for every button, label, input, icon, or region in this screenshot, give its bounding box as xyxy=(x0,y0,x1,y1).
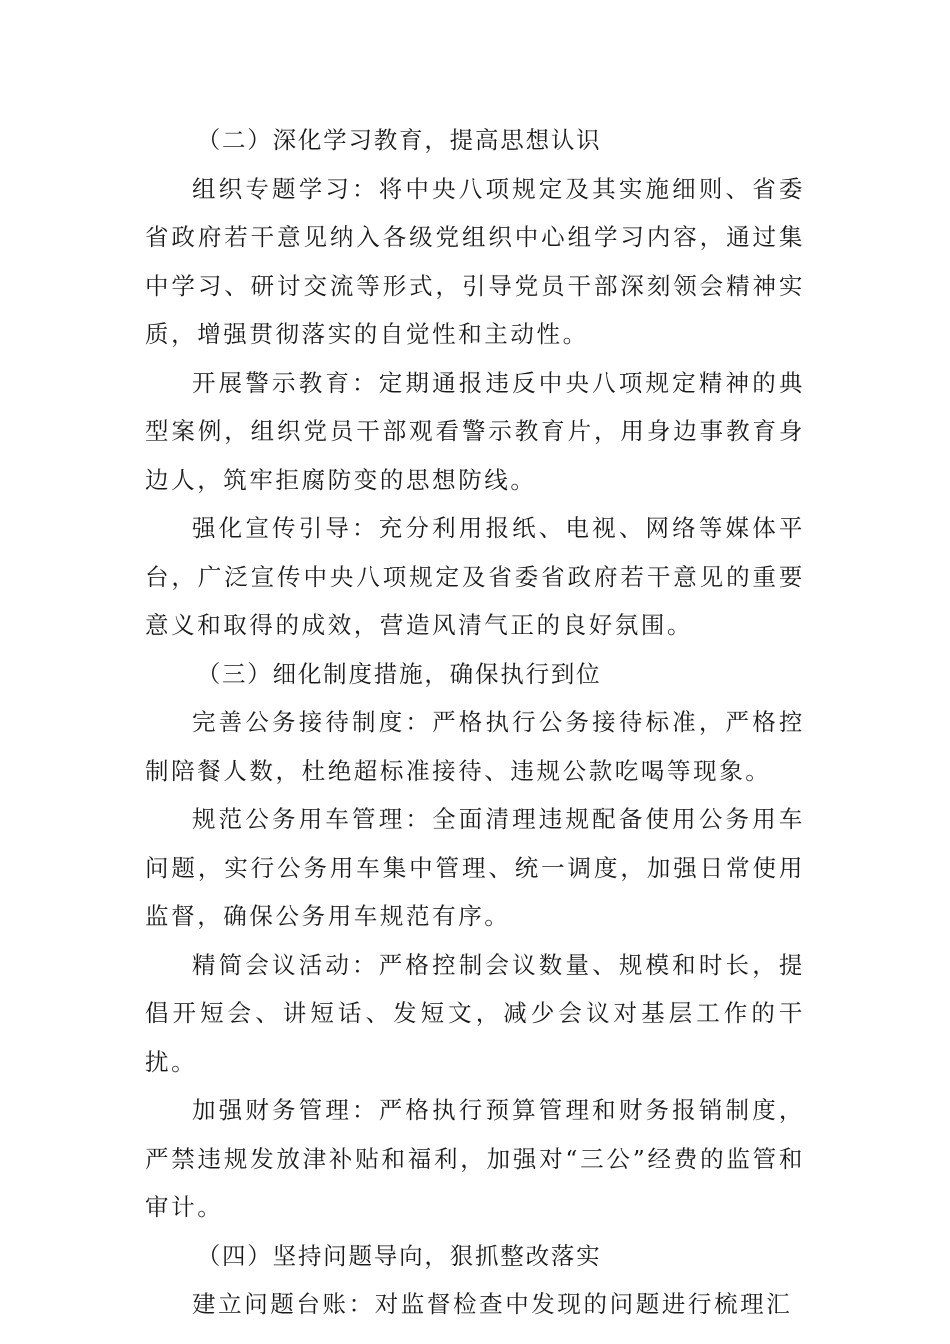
paragraph-problem-ledger: 建立问题台账：对监督检查中发现的问题进行梳理汇 xyxy=(192,1290,793,1318)
paragraph-reception: 完善公务接待制度：严格执行公务接待标准，严格控制陪餐人数，杜绝超标准接待、违规公款吃喝等现象。 xyxy=(145,708,805,785)
paragraph-meetings: 精简会议活动：严格控制会议数量、规模和时长，提倡开短会、讲短话、发短文，减少会议对基层工作的干扰。 xyxy=(145,950,805,1076)
paragraph-publicity: 强化宣传引导：充分利用报纸、电视、网络等媒体平台，广泛宣传中央八项规定及省委省政府若干意见的重要意义和取得的成效，营造风清气正的良好氛围。 xyxy=(145,514,805,639)
paragraph-study: 组织专题学习：将中央八项规定及其实施细则、省委省政府若干意见纳入各级党组织中心组学习内容，通过集中学习、研讨交流等形式，引导党员干部深刻领会精神实质，增强贯彻落实的自觉性和主动性。 xyxy=(145,174,805,348)
paragraph-official-cars: 规范公务用车管理：全面清理违规配备使用公务用车问题，实行公务用车集中管理、统一调度，加强日常使用监督，确保公务用车规范有序。 xyxy=(145,805,805,930)
paragraph-finance: 加强财务管理：严格执行预算管理和财务报销制度，严禁违规发放津补贴和福利，加强对“三公”经费的监管和审计。 xyxy=(145,1096,805,1221)
section-heading-3: （三）细化制度措施，确保执行到位 xyxy=(196,659,602,688)
section-heading-2: （二）深化学习教育，提高思想认识 xyxy=(196,126,602,154)
section-heading-4: （四）坚持问题导向，狠抓整改落实 xyxy=(196,1241,602,1270)
paragraph-warning-education: 开展警示教育：定期通报违反中央八项规定精神的典型案例，组织党员干部观看警示教育片，用身边事教育身边人，筑牢拒腐防变的思想防线。 xyxy=(145,368,805,494)
document-body xyxy=(145,116,805,1329)
